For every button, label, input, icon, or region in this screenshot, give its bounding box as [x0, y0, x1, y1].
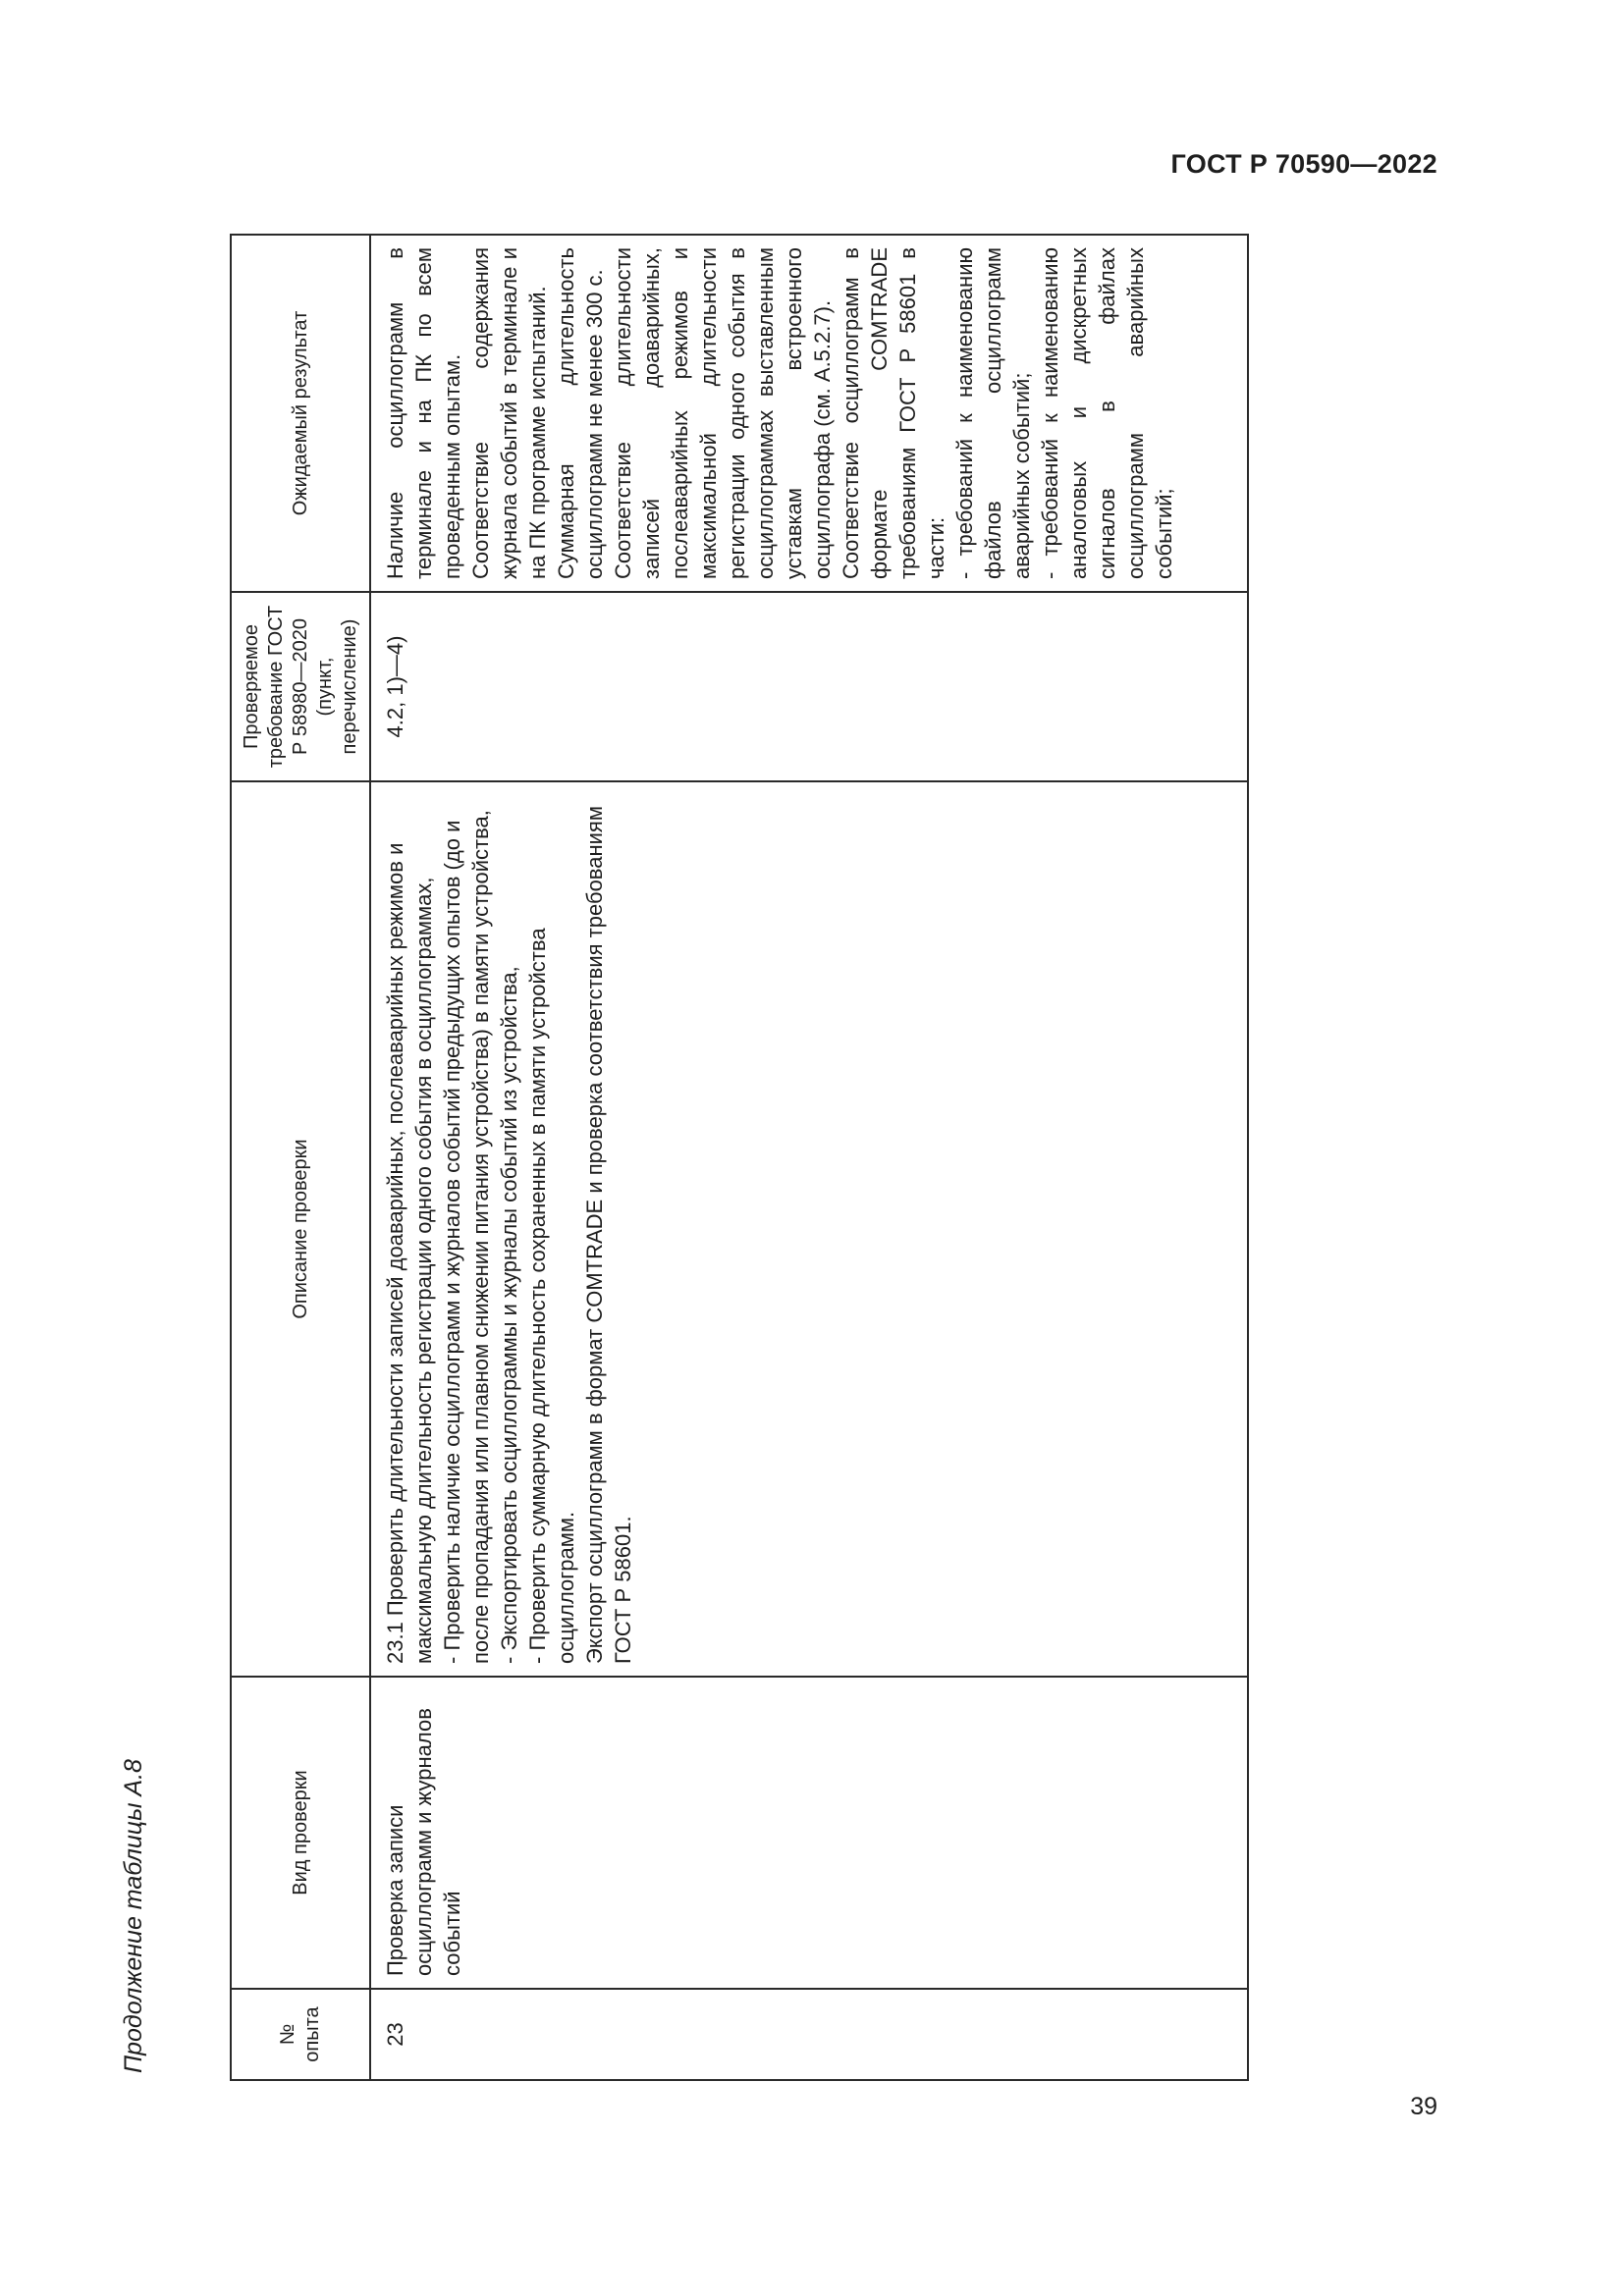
description-line: 23.1 Проверить длительности записей доаварийных, послеаварийных режимов и максимальную длительность регистрации одного события в осциллограммах, [383, 842, 436, 1664]
table-header-row [231, 235, 370, 2080]
header-check-type: Вид проверки [231, 1677, 370, 1989]
expected-line: Соответствие длительности записей доаварийных, послеаварийных режимов и максимальной длительности регистрации одного события в осциллограммах выставленным уставкам встроенного осциллографа (см. А.5.2.7). [611, 247, 835, 579]
expected-line: Наличие осциллограмм в терминале и на ПК по всем проведенным опытам. [383, 247, 464, 579]
description-line: - Проверить суммарную длительность сохраненных в памяти устройства осциллограмм. [525, 928, 578, 1664]
cell-description [370, 781, 1248, 1677]
document-code: ГОСТ Р 70590—2022 [1170, 149, 1437, 179]
table-caption: Продолжение таблицы А.8 [120, 1759, 147, 2073]
description-line: Экспорт осциллограмм в формат COMTRADE и проверка соответствия требованиям ГОСТ Р 58601. [582, 806, 635, 1664]
expected-line: - требований к наименованию файлов осциллограмм аварийных событий; [952, 247, 1034, 579]
cell-expected [370, 235, 1248, 592]
expected-line: Соответствие осциллограмм в формате COMTRADE требованиям ГОСТ Р 58601 в части: [839, 247, 948, 579]
header-expected: Ожидаемый результат [231, 235, 370, 592]
rotated-table-block [110, 236, 1253, 2081]
expected-line: - требований к наименованию аналоговых и дискретных сигналов в файлах осциллограмм аварийных событий; [1038, 247, 1176, 579]
description-line: - Экспортировать осциллограммы и журналы событий из устройства, [497, 966, 521, 1664]
expected-line: Соответствие содержания журнала событий в терминале и на ПК программе испытаний. [468, 247, 550, 579]
expected-line: Суммарная длительность осциллограмм не менее 300 с. [554, 247, 607, 579]
description-line: - Проверить наличие осциллограмм и журналов событий предыдущих опытов (до и после пропадания или плавном снижении питания устройства) в памяти устройства, [440, 810, 493, 1664]
test-table [230, 234, 1249, 2081]
page-number: 39 [1410, 2093, 1437, 2120]
cell-check-type: Проверка записи осциллограмм и журналов событий [370, 1677, 1248, 1989]
header-num: № опыта [231, 1989, 370, 2080]
cell-num: 23 [370, 1989, 1248, 2080]
header-requirement: Проверяемое требование ГОСТ Р 58980—2020 (пункт, перечисление) [231, 592, 370, 781]
table-row [370, 235, 1248, 2080]
header-description: Описание проверки [231, 781, 370, 1677]
cell-requirement: 4.2, 1)—4) [370, 592, 1248, 781]
